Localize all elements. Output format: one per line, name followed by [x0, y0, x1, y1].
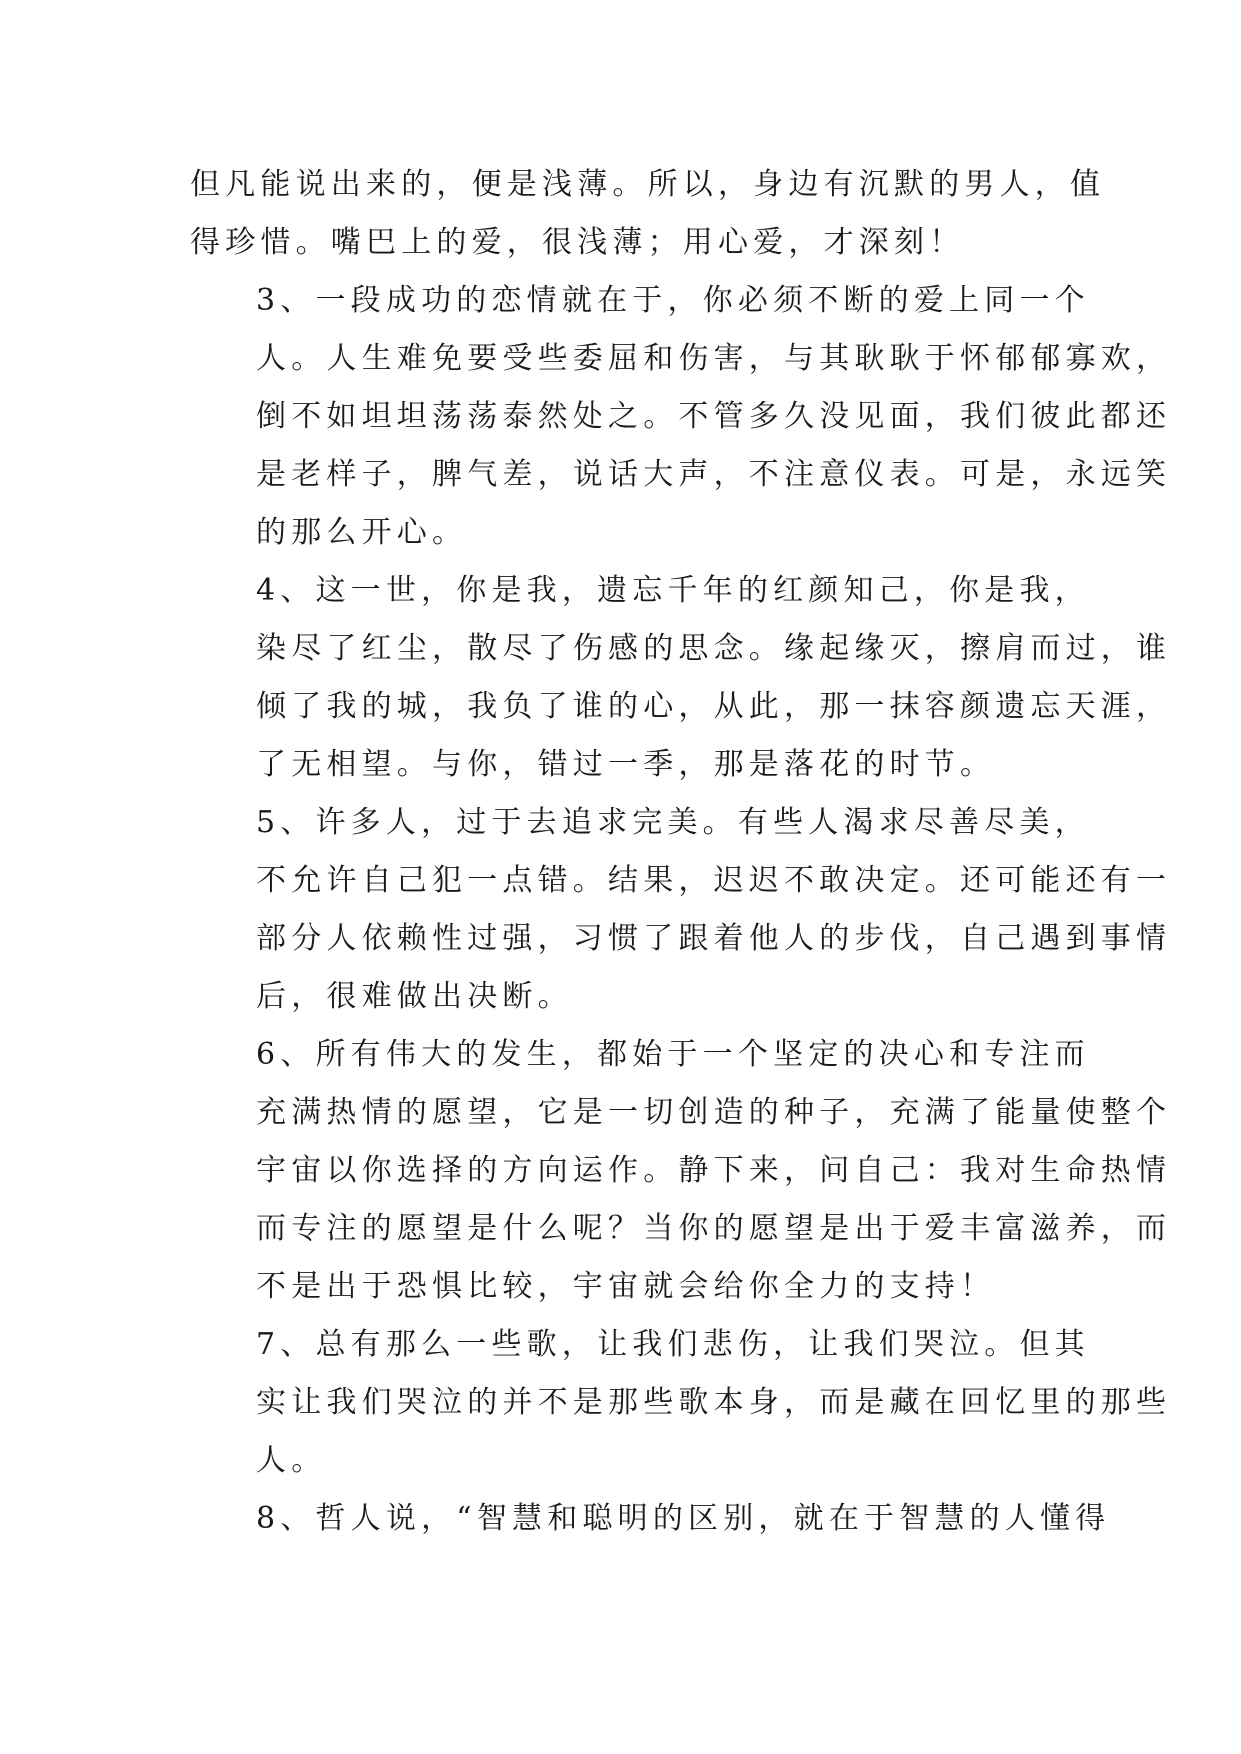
- text-line: 宇宙以你选择的方向运作。静下来，问自己：我对生命热情: [256, 1153, 1172, 1188]
- text-line: 实让我们哭泣的并不是那些歌本身，而是藏在回忆里的那些: [256, 1385, 1172, 1420]
- text-line: 5、许多人，过于去追求完美。有些人渴求尽善尽美，: [256, 805, 1090, 840]
- text-line: 8、哲人说，“智慧和聪明的区别，就在于智慧的人懂得: [256, 1501, 1111, 1536]
- text-line: 倒不如坦坦荡荡泰然处之。不管多久没见面，我们彼此都还: [256, 399, 1172, 434]
- text-line: 部分人依赖性过强，习惯了跟着他人的步伐，自己遇到事情: [256, 921, 1172, 956]
- text-line: 充满热情的愿望，它是一切创造的种子，充满了能量使整个: [256, 1095, 1172, 1130]
- text-line: 而专注的愿望是什么呢？当你的愿望是出于爱丰富滋养，而: [256, 1211, 1172, 1246]
- text-line: 不是出于恐惧比较，宇宙就会给你全力的支持！: [256, 1269, 996, 1304]
- text-line: 人。人生难免要受些委屈和伤害，与其耿耿于怀郁郁寡欢，: [256, 341, 1172, 376]
- paragraph-item-5: [190, 794, 1172, 1026]
- text-line: 7、总有那么一些歌，让我们悲伤，让我们哭泣。但其: [256, 1327, 1090, 1362]
- paragraph-item-8: [190, 1490, 1111, 1548]
- text-line: 后，很难做出决断。: [256, 979, 573, 1014]
- text-line: 3、一段成功的恋情就在于，你必须不断的爱上同一个: [256, 283, 1090, 318]
- text-line: 6、所有伟大的发生，都始于一个坚定的决心和专注而: [256, 1037, 1090, 1072]
- text-line: 倾了我的城，我负了谁的心，从此，那一抹容颜遗忘天涯，: [256, 689, 1172, 724]
- paragraph-item-3: [190, 272, 1172, 562]
- text-line: 了无相望。与你，错过一季，那是落花的时节。: [256, 747, 996, 782]
- text-line: 是老样子，脾气差，说话大声，不注意仪表。可是，永远笑: [256, 457, 1172, 492]
- text-line: 染尽了红尘，散尽了伤感的思念。缘起缘灭，擦肩而过，谁: [256, 631, 1172, 666]
- paragraph-item-7: [190, 1316, 1172, 1490]
- document-body: [190, 156, 1172, 1548]
- text-line: 得珍惜。嘴巴上的爱，很浅薄；用心爱，才深刻！: [190, 225, 965, 260]
- text-line: 的那么开心。: [256, 515, 468, 550]
- text-line: 但凡能说出来的，便是浅薄。所以，身边有沉默的男人，值: [190, 167, 1106, 202]
- paragraph-item-6: [190, 1026, 1172, 1316]
- paragraph-continuation: [190, 156, 1106, 272]
- paragraph-item-4: [190, 562, 1172, 794]
- text-line: 人。: [256, 1443, 327, 1478]
- text-line: 4、这一世，你是我，遗忘千年的红颜知己，你是我，: [256, 573, 1090, 608]
- text-line: 不允许自己犯一点错。结果，迟迟不敢决定。还可能还有一: [256, 863, 1172, 898]
